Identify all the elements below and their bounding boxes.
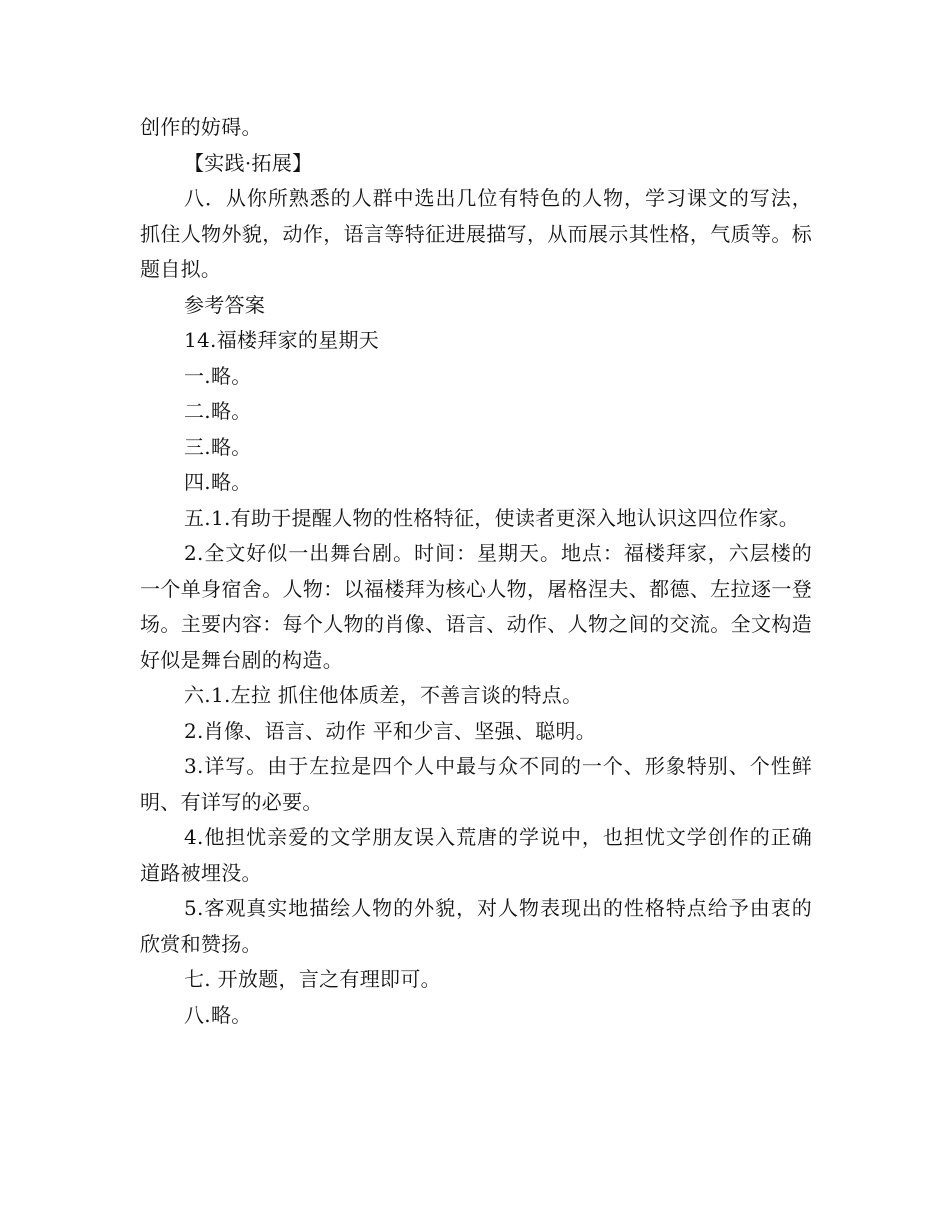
answer-five-2: 2.全文好似一出舞台剧。时间：星期天。地点：福楼拜家，六层楼的一个单身宿舍。人物：以福楼拜为核心人物，屠格涅夫、都德、左拉逐一登场。主要内容：每个人物的肖像、语言、动作、人物之间的交流。全文构造好似是舞台剧的构造。: [140, 541, 812, 672]
section-heading-practice: 【实践·拓展】: [184, 150, 313, 175]
answer-three: 三.略。: [184, 434, 252, 459]
answer-six-2: 2.肖像、语言、动作 平和少言、坚强、聪明。: [184, 718, 597, 743]
paragraph-continuation: 创作的妨碍。: [140, 115, 262, 139]
answer-four: 四.略。: [184, 470, 252, 494]
answer-five-1: 五.1.有助于提醒人物的性格特征，使读者更深入地认识这四位作家。: [184, 505, 800, 530]
answer-two: 二.略。: [184, 399, 252, 423]
answer-one: 一.略。: [184, 363, 252, 388]
lesson-title: 14.福楼拜家的星期天: [184, 328, 380, 352]
question-eight: 八．从你所熟悉的人群中选出几位有特色的人物，学习课文的写法，抓住人物外貌，动作，语言等特征进展描写，从而展示其性格，气质等。标题自拟。: [140, 186, 812, 281]
document-page: [140, 110, 812, 1033]
answer-six-5: 5.客观真实地描绘人物的外貌，对人物表现出的性格特点给予由衷的欣赏和赞扬。: [140, 896, 812, 956]
answer-six-3: 3.详写。由于左拉是四个人中最与众不同的一个、形象特别、个性鲜明、有详写的必要。: [140, 754, 812, 814]
answer-key-heading: 参考答案: [184, 292, 266, 317]
answer-six-1: 六.1.左拉 抓住他体质差，不善言谈的特点。: [184, 683, 583, 707]
answer-eight: 八.略。: [184, 1002, 252, 1027]
answer-six-4: 4.他担忧亲爱的文学朋友误入荒唐的学说中，也担忧文学创作的正确道路被埋没。: [140, 825, 812, 885]
answer-seven: 七. 开放题，言之有理即可。: [184, 967, 441, 991]
